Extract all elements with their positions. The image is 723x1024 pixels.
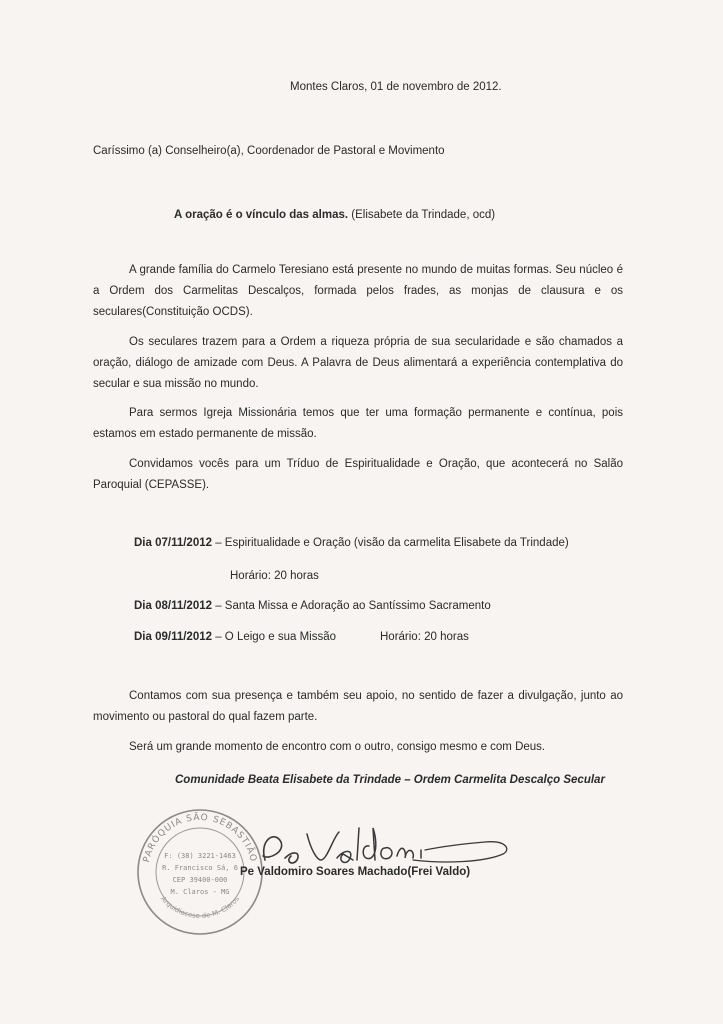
paragraph-2 [93,332,623,395]
svg-text:M. Claros - MG: M. Claros - MG [170,888,230,896]
event-3-time: Horário: 20 horas [380,631,469,643]
salutation: Caríssimo (a) Conselheiro(a), Coordenador de Pastoral e Movimento [93,145,445,157]
event-3-desc: – O Leigo e sua Missão [212,631,337,643]
community-line: Comunidade Beata Elisabete da Trindade – Ordem Carmelita Descalço Secular [175,774,605,786]
event-2-desc: – Santa Missa e Adoração ao Santíssimo Sacramento [212,600,491,612]
epigraph-attribution: (Elisabete da Trindade, ocd) [348,209,496,221]
svg-text:R. Francisco Sá, 6: R. Francisco Sá, 6 [162,864,238,872]
closing-paragraph-2-text: Será um grande momento de encontro com o outro, consigo mesmo e com Deus. [129,741,546,753]
event-1-date: Dia 07/11/2012 [134,537,213,549]
closing-paragraph-1 [93,686,623,728]
paragraph-3 [93,403,623,445]
closing-paragraph-2 [93,737,623,758]
epigraph-quote: A oração é o vínculo das almas. [174,209,349,221]
svg-text:PARÓQUIA SÃO SEBASTIÃO: PARÓQUIA SÃO SEBASTIÃO [141,812,259,864]
paragraph-1-text: A grande família do Carmelo Teresiano está presente no mundo de muitas formas. Seu núcleo é a Ordem dos Carmelitas Descalços, formada pelos frades, as monjas de clausura e os seculares(Constituição OCDS). [93,264,623,318]
svg-text:Arquidiocese de M. Claros: Arquidiocese de M. Claros [158,894,242,921]
paragraph-3-text: Para sermos Igreja Missionária temos que ter uma formação permanente e contínua, pois estamos em estado permanente de missão. [93,407,623,440]
event-2-date: Dia 08/11/2012 [134,600,213,612]
event-1-desc: – Espiritualidade e Oração (visão da carmelita Elisabete da Trindade) [212,537,569,549]
svg-text:F: (38) 3221-1463: F: (38) 3221-1463 [164,852,236,860]
event-3 [134,627,336,647]
event-2 [134,596,491,616]
paragraph-4-text: Convidamos vocês para um Tríduo de Espiritualidade e Oração, que acontecerá no Salão Paroquial (CEPASSE). [93,458,623,491]
event-1-time: Horário: 20 horas [230,570,319,582]
signer-name: Pe Valdomiro Soares Machado(Frei Valdo) [240,866,471,878]
event-1 [134,533,569,553]
svg-text:CEP 39400-000: CEP 39400-000 [172,876,228,884]
paragraph-2-text: Os seculares trazem para a Ordem a riqueza própria de sua secularidade e são chamados a oração, diálogo de amizade com Deus. A Palavra de Deus alimentará a experiência contemplativa do secular e sua missão no mundo. [93,336,623,390]
epigraph [174,204,495,226]
event-3-date: Dia 09/11/2012 [134,631,213,643]
closing-paragraph-1-text: Contamos com sua presença e também seu apoio, no sentido de fazer a divulgação, junto ao movimento ou pastoral do qual fazem parte. [93,690,623,723]
paragraph-4 [93,454,623,496]
paragraph-1 [93,260,623,323]
place-date: Montes Claros, 01 de novembro de 2012. [290,81,502,93]
